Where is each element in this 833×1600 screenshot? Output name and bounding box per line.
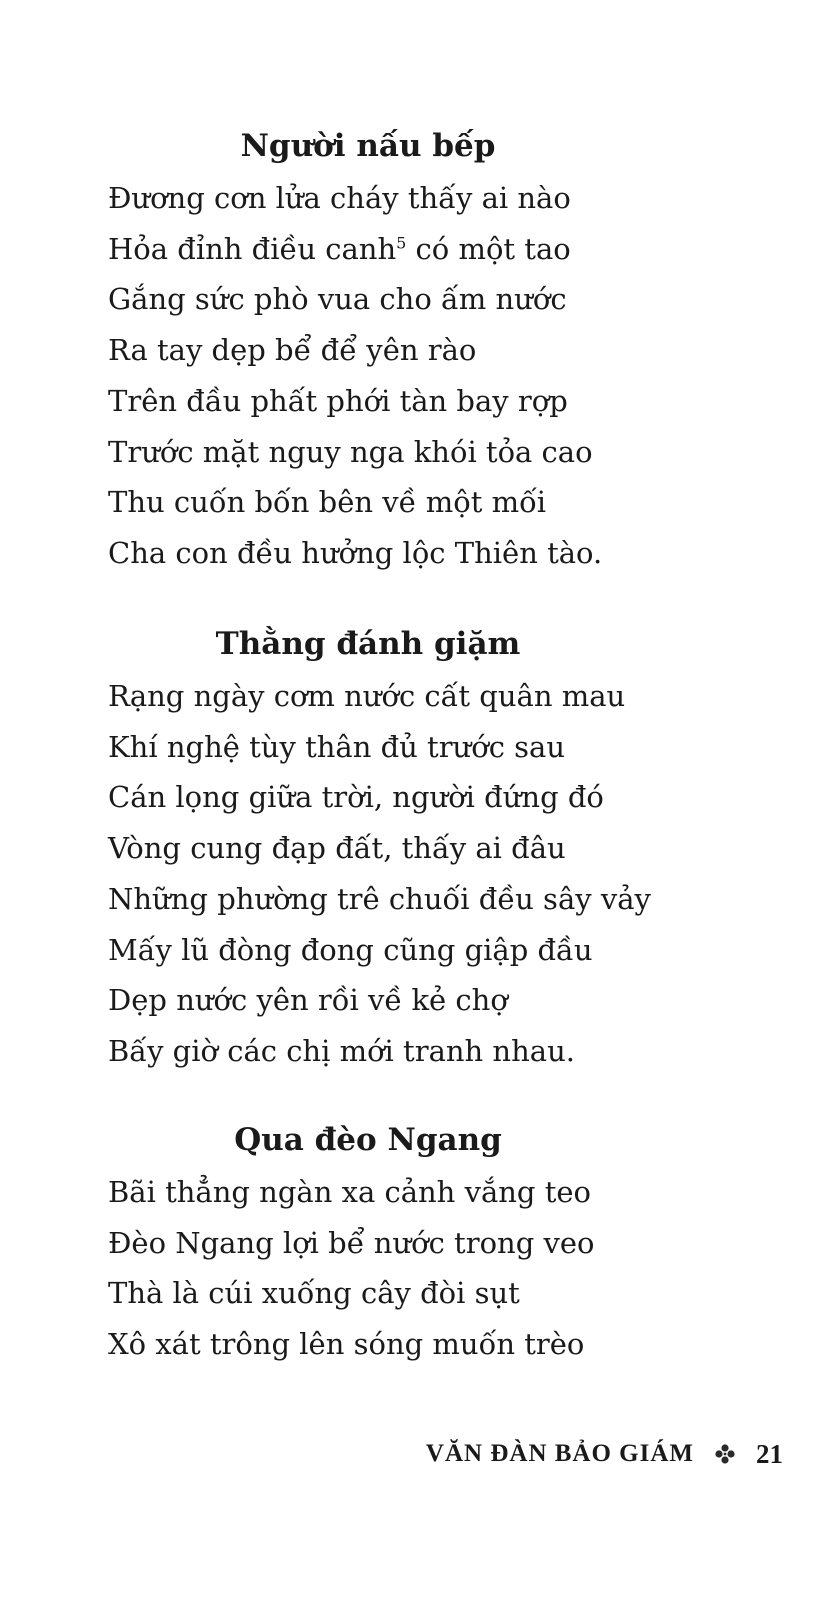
poem-line: Bấy giờ các chị mới tranh nhau.	[108, 1033, 575, 1068]
running-footer-title: VĂN ĐÀN BẢO GIÁM	[425, 1440, 694, 1467]
poem-line: Mấy lũ đòng đong cũng giập đầu	[108, 932, 593, 967]
flower-ornament-icon	[714, 1443, 736, 1465]
poem-line: Vòng cung đạp đất, thấy ai đâu	[108, 831, 566, 866]
poem-line: Rạng ngày cơm nước cất quân mau	[108, 679, 626, 713]
poem-title: Thằng đánh giặm	[215, 626, 521, 662]
poem-line: Những phường trê chuối đều sây vảy	[108, 881, 651, 916]
poem-line: Đèo Ngang lợi bể nước trong veo	[108, 1225, 595, 1260]
poem-nguoi-nau-bep	[108, 126, 728, 579]
poem-thang-danh-giam	[108, 624, 728, 1077]
poem-line: Trước mặt nguy nga khói tỏa cao	[108, 434, 593, 469]
poem-line: Thà là cúi xuống cây đòi sụt	[108, 1276, 520, 1311]
poem-line: Cán lọng giữa trời, người đứng đó	[108, 780, 604, 815]
poem-line: Cha con đều hưởng lộc Thiên tào.	[108, 535, 603, 570]
poem-title: Người nấu bếp	[240, 128, 496, 164]
poem-line: Xô xát trông lên sóng muốn trèo	[108, 1327, 585, 1362]
poem-line: Khí nghệ tùy thân đủ trước sau	[108, 729, 566, 764]
poem-qua-deo-ngang	[108, 1120, 728, 1370]
footnote-marker: 5	[396, 233, 407, 253]
poem-line: Thu cuốn bốn bên về một mối	[108, 485, 547, 520]
poem-line: Bãi thẳng ngàn xa cảnh vắng teo	[108, 1175, 591, 1209]
poem-line: Đương cơn lửa cháy thấy ai nào	[108, 181, 571, 215]
line-text: có một tao	[406, 231, 571, 266]
poem-line: Dẹp nước yên rồi về kẻ chợ	[108, 983, 508, 1018]
line-text: Hỏa đỉnh điều canh	[108, 231, 397, 266]
page-number: 21	[756, 1438, 783, 1469]
page-footer	[426, 1434, 783, 1474]
poem-line-with-footnote	[108, 224, 728, 275]
poem-line: Gắng sức phò vua cho ấm nước	[108, 282, 567, 317]
poem-line: Ra tay dẹp bể để yên rào	[108, 333, 477, 368]
poem-title: Qua đèo Ngang	[234, 1122, 502, 1158]
poem-line: Trên đầu phất phới tàn bay rợp	[108, 383, 568, 418]
